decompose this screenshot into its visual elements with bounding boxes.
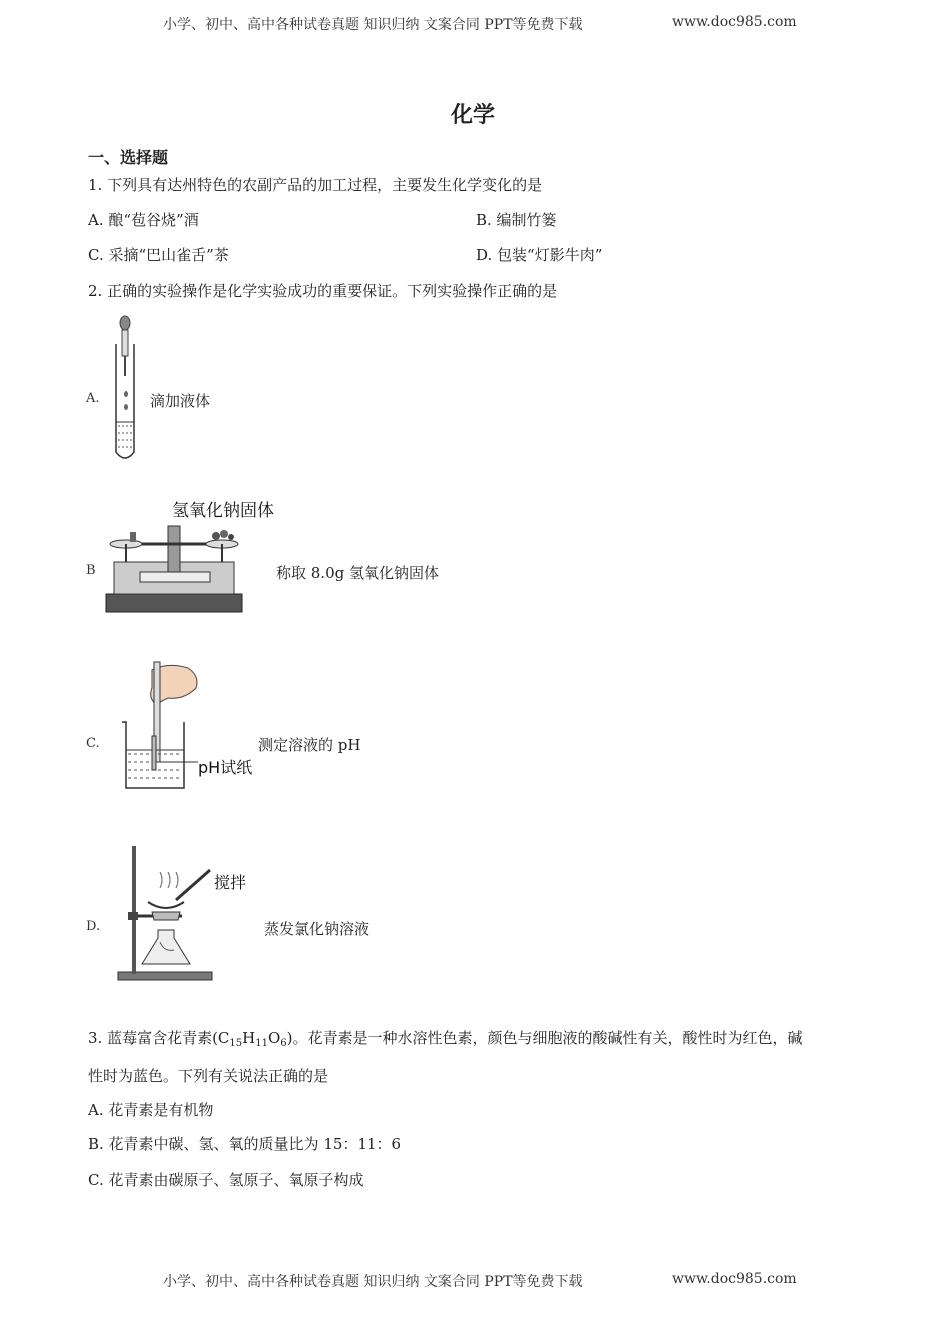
question-2-option-d-label: D. [86,919,101,934]
question-3-stem-line-2: 性时为蓝色。下列有关说法正确的是 [88,1067,329,1085]
question-1-option-a: A. 酿“苞谷烧”酒 [88,211,199,229]
section-heading: 一、选择题 [88,148,169,167]
header-url[interactable]: www.doc985.com [672,14,797,30]
question-2-option-c-caption: 测定溶液的 pH [258,736,361,754]
ph-test-figure [118,658,258,798]
question-2-stem: 2. 正确的实验操作是化学实验成功的重要保证。下列实验操作正确的是 [88,282,558,300]
ph-paper-label: pH试纸 [198,758,253,777]
footer-text: 小学、初中、高中各种试卷真题 知识归纳 文案合同 PPT等免费下载 [163,1274,583,1290]
question-2-option-b-label: B [86,563,96,578]
question-3-stem: 3. 蓝莓富含花青素$(C_{15}H_{11}O_6)$。花青素是一种水溶性色素，颜色与细胞液的酸碱性有关，酸性时为红色，碱 [88,1029,803,1049]
footer-url[interactable]: www.doc985.com [672,1271,797,1287]
header-text: 小学、初中、高中各种试卷真题 知识归纳 文案合同 PPT等免费下载 [163,17,583,33]
dropper-test-tube-figure [108,314,148,464]
question-2-option-a-caption: 滴加液体 [150,392,211,410]
question-1-option-b: B. 编制竹篓 [476,211,557,229]
question-2-option-b-caption: 称取 8.0g 氢氧化钠固体 [276,564,439,582]
evaporation-figure [114,840,264,986]
stir-label: 搅拌 [214,873,247,892]
question-1-option-d: D. 包装“灯影牛肉” [476,246,603,264]
question-2-option-c-label: C. [86,736,100,751]
page-title: 化学 [451,102,496,128]
balance-figure-label: 氢氧化钠固体 [172,501,274,521]
question-2-option-a-label: A. [86,391,100,406]
question-3-option-a: A. 花青素是有机物 [88,1101,214,1119]
question-1-stem: 1. 下列具有达州特色的农副产品的加工过程，主要发生化学变化的是 [88,176,543,194]
question-1-option-c: C. 采摘“巴山雀舌”茶 [88,246,229,264]
question-3-option-b: B. 花青素中碳、氢、氧的质量比为 15：11：6 [88,1135,402,1153]
question-3-option-c: C. 花青素由碳原子、氢原子、氧原子构成 [88,1171,364,1189]
balance-figure [104,496,276,618]
question-2-option-d-caption: 蒸发氯化钠溶液 [264,920,370,938]
